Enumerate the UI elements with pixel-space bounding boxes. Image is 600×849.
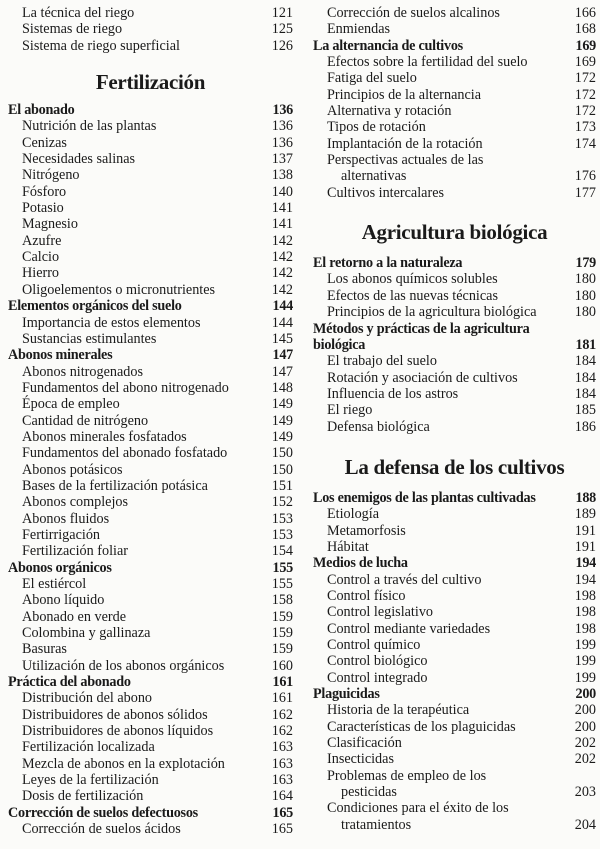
toc-page-number: 174: [574, 135, 596, 152]
toc-entry: [8, 151, 293, 167]
toc-page-number: 158: [271, 592, 293, 609]
toc-page-number: 155: [271, 576, 293, 592]
toc-entry: [8, 216, 293, 232]
toc-section-entry: [313, 255, 596, 271]
toc-entry-title: Los enemigos de las plantas cultivadas: [313, 489, 536, 506]
toc-entry-title: Hierro: [22, 265, 60, 282]
toc-entry: [313, 419, 596, 435]
toc-entry: [8, 609, 293, 625]
toc-entry: [313, 370, 596, 386]
toc-page-number: 180: [574, 271, 596, 288]
toc-page-number: 194: [575, 555, 596, 572]
toc-entry-title: Práctica del abonado: [8, 674, 131, 691]
toc-entry-title: Abonos minerales fosfatados: [22, 428, 187, 445]
section-heading-defensa-cultivos: La defensa de los cultivos: [344, 454, 565, 479]
toc-entry-title: Cultivos intercalares: [327, 184, 445, 201]
toc-entry-title: biológica: [313, 336, 366, 353]
toc-group-defensa-cultivos: [313, 490, 596, 833]
toc-group-agricultura-biologica: [313, 255, 596, 435]
toc-entry-title: Elementos orgánicos del suelo: [8, 298, 182, 315]
toc-section-entry: [313, 321, 596, 337]
toc-page-number: 199: [574, 637, 596, 653]
toc-section-entry: [8, 805, 293, 821]
toc-section-entry: [313, 38, 596, 54]
toc-entry-title: Abono líquido: [22, 592, 105, 609]
toc-entry: [313, 702, 596, 718]
toc-page-number: 191: [574, 538, 596, 555]
toc-entry: [313, 168, 596, 184]
toc-entry-title: Historia de la terapéutica: [327, 702, 470, 719]
toc-page-number: 142: [271, 265, 293, 282]
toc-page-number: 162: [271, 723, 293, 740]
toc-entry: [313, 621, 596, 637]
toc-entry-title: Abonos orgánicos: [8, 559, 112, 576]
toc-entry: [8, 200, 293, 216]
toc-entry-title: alternativas: [341, 168, 407, 185]
toc-entry: [8, 592, 293, 608]
toc-page-number: 164: [271, 788, 293, 805]
toc-entry: [8, 445, 293, 461]
toc-entry: [8, 478, 293, 494]
toc-entry-title: Fundamentos del abono nitrogenado: [22, 379, 229, 396]
toc-entry-title: El abonado: [8, 102, 75, 119]
toc-entry: [313, 152, 596, 168]
toc-page-number: 185: [574, 402, 596, 419]
toc-entry-title: Corrección de suelos alcalinos: [327, 5, 500, 21]
toc-entry: [313, 21, 596, 37]
toc-entry-title: Influencia de los astros: [327, 385, 459, 402]
toc-entry: [8, 658, 293, 674]
toc-page-number: 142: [271, 249, 293, 266]
toc-entry-title: Control integrado: [327, 669, 428, 686]
toc-entry-title: Cenizas: [22, 134, 67, 151]
toc-entry-title: Etiología: [327, 506, 380, 523]
toc-entry: [8, 364, 293, 380]
toc-entry-title: Fósforo: [22, 183, 67, 200]
toc-page-number: 194: [574, 571, 596, 588]
toc-page-number: 180: [574, 304, 596, 321]
toc-entry: [313, 87, 596, 103]
toc-page-number: 199: [574, 653, 596, 670]
toc-page-number: 144: [271, 314, 293, 331]
toc-entry: [8, 625, 293, 641]
toc-entry: [8, 265, 293, 281]
toc-entry: [8, 429, 293, 445]
toc-entry-title: Cantidad de nitrógeno: [22, 412, 149, 429]
toc-entry-title: Utilización de los abonos orgánicos: [22, 657, 225, 674]
toc-page-number: 169: [575, 37, 596, 54]
toc-page-number: 147: [271, 363, 293, 380]
toc-entry: [8, 315, 293, 331]
toc-entry-title: Distribución del abono: [22, 690, 153, 707]
toc-page-number: 159: [271, 608, 293, 625]
toc-page-number: 142: [271, 232, 293, 249]
toc-page-number: 184: [574, 369, 596, 386]
toc-entry: [313, 817, 596, 833]
toc-page-number: 180: [574, 287, 596, 304]
toc-entry-title: Leyes de la fertilización: [22, 772, 159, 789]
toc-entry: [313, 288, 596, 304]
toc-entry: [313, 506, 596, 522]
toc-entry-title: Control a través del cultivo: [327, 571, 482, 588]
toc-entry-title: Tipos de rotación: [327, 119, 426, 136]
toc-entry: [8, 38, 293, 54]
toc-page-number: 172: [574, 70, 596, 87]
toc-entry-title: Mezcla de abonos en la explotación: [22, 755, 225, 772]
toc-entry-title: Distribuidores de abonos líquidos: [22, 723, 214, 740]
toc-section-entry: [8, 674, 293, 690]
toc-entry-title: Rotación y asociación de cultivos: [327, 369, 518, 386]
toc-page-number: 136: [271, 118, 293, 135]
toc-entry: [8, 5, 293, 21]
toc-entry-title: Época de empleo: [22, 396, 120, 413]
toc-entry: [313, 304, 596, 320]
toc-entry-title: Nutrición de las plantas: [22, 118, 157, 135]
toc-page-number: 159: [271, 625, 293, 642]
toc-page-number: 147: [272, 347, 293, 364]
toc-entry: [8, 167, 293, 183]
toc-entry: [8, 707, 293, 723]
toc-page-number: 189: [574, 506, 596, 523]
toc-entry: [313, 784, 596, 800]
toc-section-entry: [8, 102, 293, 118]
toc-page-number: 166: [574, 5, 596, 21]
toc-page-number: 184: [574, 353, 596, 370]
toc-entry-title: Abonos nitrogenados: [22, 363, 143, 380]
toc-entry-title: Alternativa y rotación: [327, 103, 452, 120]
toc-entry: [313, 539, 596, 555]
toc-page-number: 198: [574, 620, 596, 637]
toc-entry: [8, 331, 293, 347]
toc-page-number: 179: [575, 255, 596, 272]
toc-page-number: 148: [271, 379, 293, 396]
toc-entry-title: Dosis de fertilización: [22, 788, 144, 805]
toc-entry-title: Distribuidores de abonos sólidos: [22, 706, 208, 723]
toc-page-number: 163: [271, 755, 293, 772]
toc-entry-title: El estiércol: [22, 576, 87, 592]
toc-page-number: 160: [271, 657, 293, 674]
toc-entry-title: Colombina y gallinaza: [22, 625, 151, 642]
toc-page-number: 200: [574, 718, 596, 735]
toc-page-number: 168: [574, 21, 596, 38]
toc-entry-title: Sistemas de riego: [22, 21, 123, 38]
toc-entry-title: La técnica del riego: [22, 5, 135, 21]
toc-entry-title: Condiciones para el éxito de los: [327, 800, 509, 817]
toc-page-number: 200: [575, 686, 596, 703]
toc-entry-title: Efectos sobre la fertilidad del suelo: [327, 54, 528, 71]
toc-entry: [8, 821, 293, 837]
toc-entry-title: Abonos complejos: [22, 494, 129, 511]
toc-page-number: 172: [574, 86, 596, 103]
toc-page-number: 140: [271, 183, 293, 200]
toc-entry: [313, 588, 596, 604]
toc-entry-title: Enmiendas: [327, 21, 391, 38]
toc-page-number: 191: [574, 522, 596, 539]
toc-entry: [313, 653, 596, 669]
toc-entry-title: Corrección de suelos defectuosos: [8, 804, 198, 821]
toc-entry-title: Implantación de la rotación: [327, 135, 483, 152]
toc-entry-title: Oligoelementos o micronutrientes: [22, 281, 216, 298]
toc-page-number: 126: [271, 37, 293, 54]
toc-page-number: 121: [271, 5, 293, 21]
toc-entry: [8, 135, 293, 151]
toc-page-number: 142: [271, 281, 293, 298]
toc-group-top-left: [8, 5, 293, 54]
toc-entry: [313, 54, 596, 70]
toc-entry-title: Necesidades salinas: [22, 151, 136, 168]
toc-entry: [313, 402, 596, 418]
toc-entry: [8, 21, 293, 37]
toc-entry-title: Magnesio: [22, 216, 78, 233]
toc-entry-title: El trabajo del suelo: [327, 353, 437, 370]
toc-entry: [8, 788, 293, 804]
toc-page-number: 153: [271, 526, 293, 543]
toc-page-number: 202: [574, 735, 596, 752]
toc-entry: [313, 637, 596, 653]
toc-entry: [313, 735, 596, 751]
toc-entry: [8, 543, 293, 559]
toc-group-fertilizacion: [8, 102, 293, 837]
toc-entry: [313, 353, 596, 369]
toc-entry-title: Clasificación: [327, 735, 402, 752]
toc-entry-title: Metamorfosis: [327, 522, 406, 539]
toc-entry-title: El riego: [327, 402, 373, 419]
toc-page-number: 138: [271, 167, 293, 184]
toc-page-number: 153: [271, 510, 293, 527]
toc-page-number: 152: [271, 494, 293, 511]
toc-page-number: 198: [574, 604, 596, 621]
toc-entry: [8, 380, 293, 396]
toc-page-number: 151: [271, 477, 293, 494]
toc-entry: [8, 527, 293, 543]
toc-entry-title: Control físico: [327, 587, 406, 604]
toc-left-column: [8, 5, 293, 838]
toc-page-number: 149: [271, 412, 293, 429]
toc-entry: [313, 386, 596, 402]
toc-page-number: 161: [271, 690, 293, 707]
toc-entry-title: Problemas de empleo de los: [327, 767, 487, 784]
toc-page-number: 173: [574, 119, 596, 136]
toc-entry: [8, 723, 293, 739]
toc-entry-title: Importancia de estos elementos: [22, 314, 201, 331]
toc-entry: [8, 184, 293, 200]
toc-entry-title: Hábitat: [327, 538, 369, 555]
toc-page-number: 163: [271, 739, 293, 756]
toc-entry-title: Abonos minerales: [8, 347, 113, 364]
toc-group-top-right: [313, 5, 596, 201]
toc-section-entry: [8, 560, 293, 576]
toc-page-number: 150: [271, 461, 293, 478]
toc-entry-title: Calcio: [22, 249, 60, 266]
toc-page-number: 188: [575, 489, 596, 506]
toc-entry-title: Control mediante variedades: [327, 620, 491, 637]
toc-entry: [313, 185, 596, 201]
toc-page-number: 137: [271, 151, 293, 168]
toc-entry-title: Plaguicidas: [313, 686, 380, 703]
toc-entry-title: Principios de la alternancia: [327, 86, 482, 103]
toc-entry-title: Insecticidas: [327, 751, 394, 768]
toc-page-number: 163: [271, 772, 293, 789]
toc-page-number: 202: [574, 751, 596, 768]
toc-entry: [313, 523, 596, 539]
toc-page-number: 159: [271, 641, 293, 658]
toc-entry: [313, 136, 596, 152]
toc-page-number: 203: [574, 784, 596, 801]
toc-page-number: 186: [574, 418, 596, 435]
toc-page-number: 199: [574, 669, 596, 686]
toc-entry: [8, 641, 293, 657]
toc-entry: [8, 772, 293, 788]
toc-entry-title: Abonos fluidos: [22, 510, 110, 527]
toc-section-entry: [313, 337, 596, 353]
toc-entry-title: Control biológico: [327, 653, 428, 670]
toc-entry: [8, 233, 293, 249]
toc-section-entry: [8, 347, 293, 363]
toc-entry-title: Características de los plaguicidas: [327, 718, 516, 735]
toc-page-number: 172: [574, 103, 596, 120]
toc-entry: [313, 103, 596, 119]
toc-page-number: 136: [272, 102, 293, 119]
toc-entry-title: Los abonos químicos solubles: [327, 271, 498, 288]
toc-page-number: 184: [574, 385, 596, 402]
toc-entry: [8, 756, 293, 772]
toc-section-entry: [313, 490, 596, 506]
toc-entry: [8, 739, 293, 755]
toc-page-number: 200: [574, 702, 596, 719]
toc-entry-title: Control químico: [327, 637, 421, 653]
toc-entry-title: Perspectivas actuales de las: [327, 152, 484, 169]
toc-page-number: 150: [271, 445, 293, 462]
toc-page-number: 176: [574, 168, 596, 185]
toc-entry: [8, 413, 293, 429]
toc-page-number: 149: [271, 396, 293, 413]
toc-entry-title: Principios de la agricultura biológica: [327, 304, 537, 321]
toc-page-number: 125: [271, 21, 293, 38]
toc-entry-title: Fertirrigación: [22, 526, 101, 543]
toc-entry-title: Sustancias estimulantes: [22, 330, 157, 347]
toc-page-number: 155: [272, 559, 293, 576]
toc-right-column: [313, 5, 596, 833]
toc-page-number: 154: [271, 543, 293, 560]
toc-entry: [313, 5, 596, 21]
toc-entry: [8, 282, 293, 298]
toc-entry: [313, 768, 596, 784]
toc-entry: [313, 119, 596, 135]
section-heading-fertilizacion: Fertilización: [95, 70, 206, 95]
toc-page-number: 161: [272, 674, 293, 691]
toc-page-number: 149: [271, 428, 293, 445]
toc-page-number: 204: [574, 816, 596, 833]
toc-page-number: 165: [272, 804, 293, 821]
toc-entry-title: La alternancia de cultivos: [313, 37, 463, 54]
toc-entry-title: Efectos de las nuevas técnicas: [327, 287, 498, 304]
section-heading-agricultura-biologica: Agricultura biológica: [361, 220, 548, 245]
toc-entry-title: Defensa biológica: [327, 418, 430, 435]
toc-section-entry: [8, 298, 293, 314]
toc-entry: [313, 572, 596, 588]
toc-entry-title: Fertilización localizada: [22, 739, 155, 756]
toc-page-number: 141: [271, 200, 293, 217]
toc-page-number: 177: [574, 184, 596, 201]
toc-entry-title: Sistema de riego superficial: [22, 37, 180, 54]
toc-entry: [8, 690, 293, 706]
toc-page-number: 162: [271, 706, 293, 723]
toc-entry-title: Basuras: [22, 641, 67, 658]
toc-section-entry: [313, 686, 596, 702]
toc-entry-title: Azufre: [22, 232, 62, 249]
toc-entry-title: tratamientos: [341, 816, 412, 833]
toc-entry-title: Abonado en verde: [22, 608, 127, 625]
toc-entry-title: Nitrógeno: [22, 167, 80, 184]
toc-entry-title: Fatiga del suelo: [327, 70, 417, 87]
toc-entry-title: Corrección de suelos ácidos: [22, 821, 181, 838]
toc-entry-title: Bases de la fertilización potásica: [22, 477, 208, 494]
toc-page-number: 144: [272, 298, 293, 315]
toc-entry: [313, 604, 596, 620]
toc-entry-title: Fertilización foliar: [22, 543, 128, 560]
toc-entry: [313, 751, 596, 767]
toc-entry: [8, 576, 293, 592]
toc-entry-title: Potasio: [22, 200, 64, 217]
toc-entry-title: Medios de lucha: [313, 555, 408, 572]
toc-page-number: 145: [271, 330, 293, 347]
toc-entry: [8, 494, 293, 510]
toc-entry: [313, 719, 596, 735]
toc-entry-title: Fundamentos del abonado fosfatado: [22, 445, 228, 462]
toc-entry: [8, 462, 293, 478]
toc-entry: [313, 800, 596, 816]
toc-entry-title: El retorno a la naturaleza: [313, 255, 463, 272]
toc-entry: [313, 271, 596, 287]
toc-entry-title: Control legislativo: [327, 604, 434, 621]
toc-page-number: 169: [574, 54, 596, 71]
toc-entry: [313, 670, 596, 686]
toc-entry: [8, 249, 293, 265]
toc-entry: [8, 118, 293, 134]
toc-page-number: 181: [575, 336, 596, 353]
toc-entry: [313, 70, 596, 86]
toc-entry-title: Métodos y prácticas de la agricultura: [313, 320, 530, 337]
toc-section-entry: [313, 555, 596, 571]
toc-page-number: 198: [574, 587, 596, 604]
toc-entry: [8, 511, 293, 527]
toc-page-number: 165: [271, 821, 293, 838]
toc-page-number: 141: [271, 216, 293, 233]
toc-entry: [8, 396, 293, 412]
toc-page-number: 136: [271, 134, 293, 151]
toc-entry-title: Abonos potásicos: [22, 461, 123, 478]
toc-entry-title: pesticidas: [341, 784, 397, 801]
